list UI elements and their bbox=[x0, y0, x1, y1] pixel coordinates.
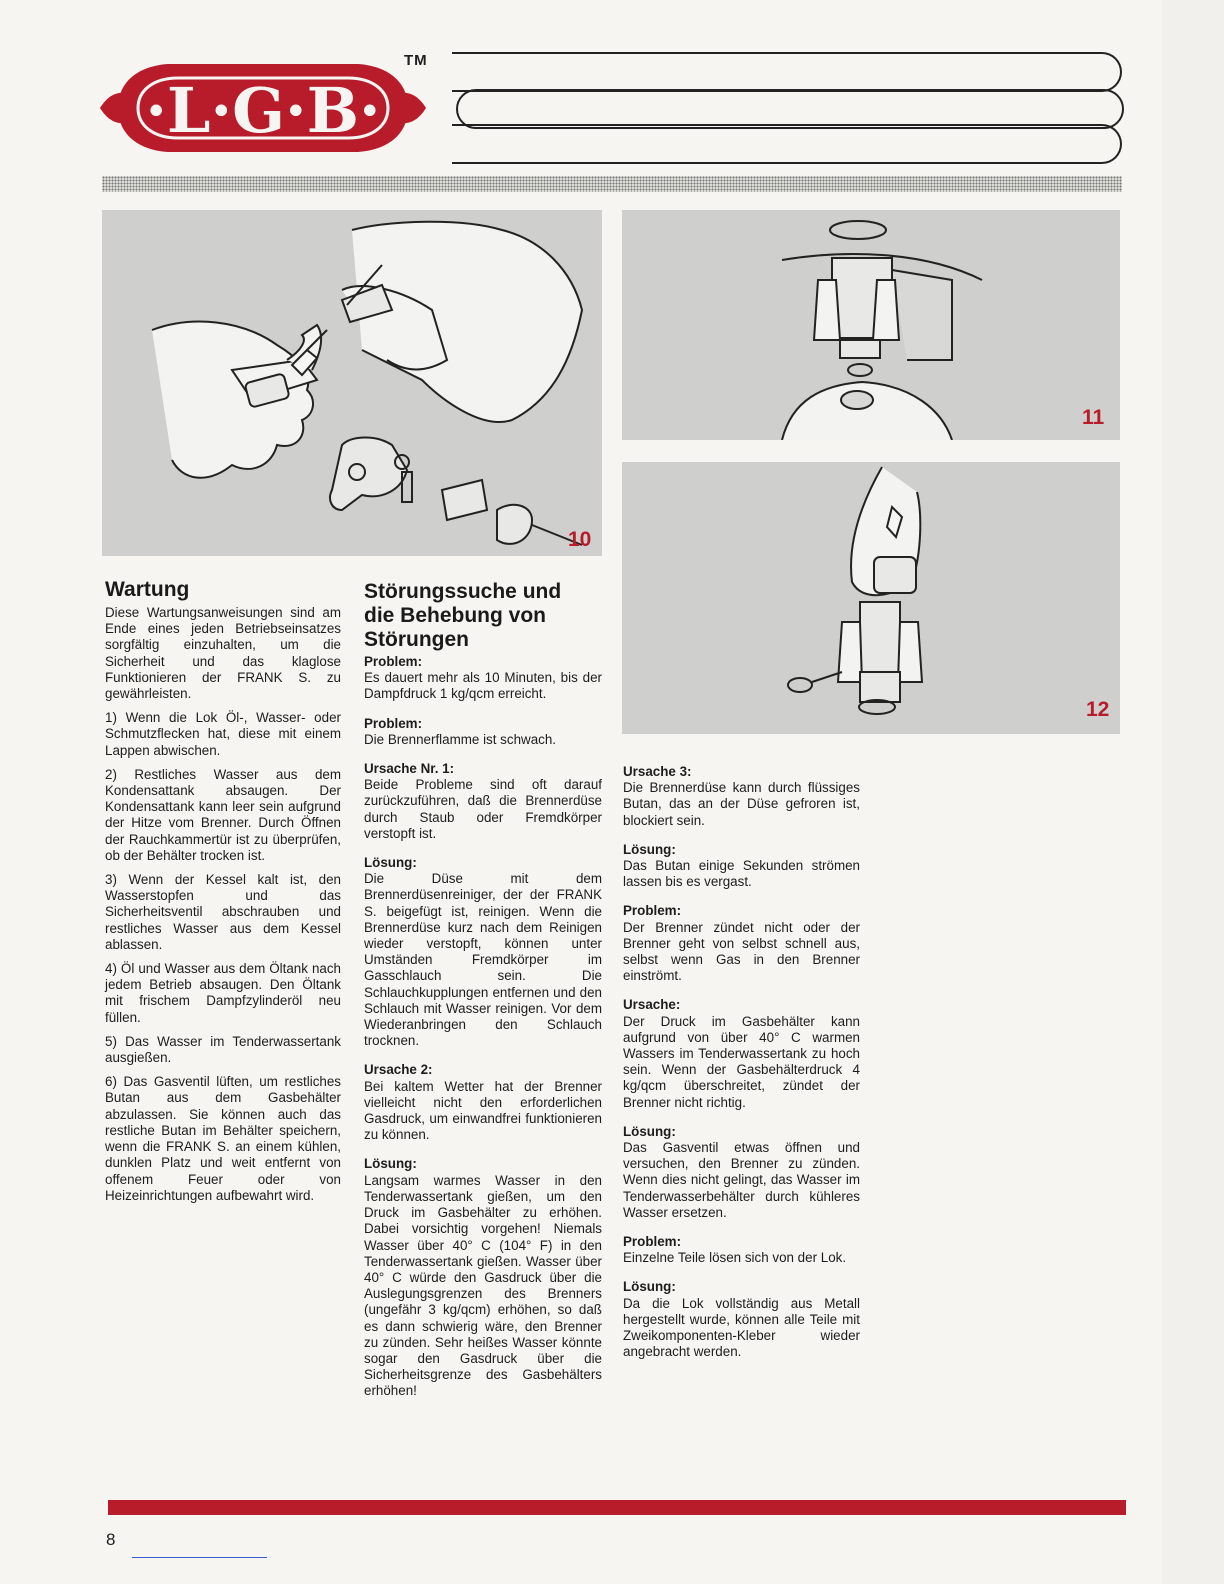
block-text: Einzelne Teile lösen sich von der Lok. bbox=[623, 1250, 847, 1266]
stoerung-block-2 bbox=[364, 716, 602, 748]
block-label: Lösung: bbox=[623, 1279, 676, 1295]
stoerung-heading-line-1: Störungssuche und bbox=[364, 580, 562, 603]
stoerung-block-6 bbox=[364, 1156, 602, 1399]
lgb-logo bbox=[98, 52, 428, 164]
block-text: Bei kaltem Wetter hat der Brenner vielleicht nicht den erforderlichen Gasdruck, um einwandfrei funktionieren zu können. bbox=[364, 1078, 602, 1143]
block-label: Problem: bbox=[364, 715, 423, 731]
wartung-item-5: 5) Das Wasser im Tenderwassertank ausgießen. bbox=[105, 1033, 341, 1066]
block-label: Problem: bbox=[623, 1234, 682, 1250]
block-text: Das Gasventil etwas öffnen und versuchen, den Brenner zu zünden. Wenn dies nicht gelingt, das Wasser im Tenderwasserbehälter durch kühleres Wasser ersetzen. bbox=[623, 1140, 860, 1220]
block-text: Die Düse mit dem Brennerdüsenreiniger, der der FRANK S. beigefügt ist, reinigen. Wenn die Brennerdüse kurz nach dem Reinigen wieder verstopft, können unter Umständen Fremdkörper im Gasschlauch sein. Die Schlauchkupplungen entfernen und den Schlauch mit Wasser reinigen. Vor dem Wiederanbringen den Schlauch trocknen. bbox=[364, 871, 602, 1049]
col3-block-4 bbox=[623, 997, 860, 1110]
block-label: Problem: bbox=[623, 903, 682, 919]
footer-underline bbox=[132, 1557, 267, 1558]
stoerung-section bbox=[364, 580, 602, 1413]
block-label: Lösung: bbox=[364, 1156, 417, 1172]
wartung-item-6: 6) Das Gasventil lüften, um restliches Butan aus dem Gasbehälter abzulassen. Sie können auch das restliche Butan im Behälter speichern, wenn die FRANK S. an einem kühlen, dunklen Platz und weit entfernt von offenem Feuer oder von Heizeinrichtungen aufbewahrt wird. bbox=[105, 1074, 341, 1203]
block-text: Die Brennerflamme ist schwach. bbox=[364, 731, 557, 747]
block-label: Ursache 3: bbox=[623, 764, 692, 779]
figure-12-label: 12 bbox=[1086, 698, 1110, 721]
wartung-item-3: 3) Wenn der Kessel kalt ist, den Wasserstopfen und das Sicherheitsventil abschrauben und restliches Wasser aus dem Kessel ablassen. bbox=[105, 872, 341, 952]
block-label: Lösung: bbox=[364, 855, 417, 871]
trademark-mark: TM bbox=[404, 52, 428, 69]
figure-11-burner-assembly bbox=[622, 210, 1120, 440]
block-text: Beide Probleme sind oft darauf zurückzuführen, daß die Brennerdüse durch Staub oder Fremdkörper verstopft ist. bbox=[364, 777, 602, 841]
stoerung-block-3 bbox=[364, 761, 602, 842]
block-text: Die Brennerdüse kann durch flüssiges Butan, das an der Düse gefroren ist, blockiert sein. bbox=[623, 780, 860, 828]
block-text: Das Butan einige Sekunden strömen lassen bis es vergast. bbox=[623, 858, 860, 890]
col3-block-6 bbox=[623, 1234, 860, 1266]
col3-block-5 bbox=[623, 1124, 860, 1221]
stoerung-heading-line-2: die Behebung von bbox=[364, 604, 547, 627]
block-label: Ursache 2: bbox=[364, 1062, 433, 1078]
block-text: Es dauert mehr als 10 Minuten, bis der Dampfdruck 1 kg/qcm erreicht. bbox=[364, 670, 602, 702]
block-text: Langsam warmes Wasser in den Tenderwassertank gießen, um den Druck im Gasbehälter zu erhöhen. Dabei vorsichtig vorgehen! Niemals Wasser über 40° C (104° F) in den Tenderwassertank gießen. Wasser über 40° C würde den Gasdruck über die Auslegungsgrenzen des Brenners (ungefähr 3 kg/qcm) erhöhen, so daß es dann schwierig wäre, den Brenner zu zünden. Sehr heißes Wasser könnte sogar den Gasdruck über die Sicherheitsgrenze des Gasbehälters erhöhen! bbox=[364, 1172, 602, 1399]
wartung-item-2: 2) Restliches Wasser aus dem Kondensattank absaugen. Der Kondensattank kann leer sein aufgrund der Hitze vom Brenner. Durch Öffnen der Rauchkammertür ist zu überprüfen, ob der Behälter trocken ist. bbox=[105, 766, 341, 863]
col3-block-3 bbox=[623, 903, 860, 984]
figure-10-label: 10 bbox=[568, 528, 592, 551]
wartung-intro: Diese Wartungsanweisungen sind am Ende eines jeden Betriebseinsatzes sorgfältig einzuhalten, um die Sicherheit und das klaglose Funktionieren der FRANK S. zu gewährleisten. bbox=[105, 605, 341, 702]
col3-block-7 bbox=[623, 1279, 860, 1360]
wartung-item-1: 1) Wenn die Lok Öl-, Wasser- oder Schmutzflecken hat, diese mit einem Lappen abwischen. bbox=[105, 710, 341, 758]
block-text: Da die Lok vollständig aus Metall hergestellt wurde, können alle Teile mit Zweikomponenten-Kleber wieder angebracht werden. bbox=[623, 1295, 860, 1360]
wartung-item-4: 4) Öl und Wasser aus dem Öltank nach jedem Betrieb absaugen. Den Öltank mit frischem Dampfzylinderöl neu füllen. bbox=[105, 961, 341, 1025]
header-bar-bottom bbox=[452, 124, 1122, 164]
figure-11-label: 11 bbox=[1082, 406, 1105, 429]
figure-10-nozzle-cleaning bbox=[102, 210, 602, 556]
page-number: 8 bbox=[106, 1530, 116, 1549]
stoerung-heading-line-3: Störungen bbox=[364, 628, 469, 651]
stoerung-block-4 bbox=[364, 855, 602, 1049]
stoerung-block-1 bbox=[364, 654, 602, 703]
block-label: Problem: bbox=[364, 654, 423, 669]
block-label: Lösung: bbox=[623, 841, 676, 857]
block-label: Ursache Nr. 1: bbox=[364, 761, 455, 777]
dotted-divider bbox=[102, 176, 1122, 192]
header-bar-middle bbox=[456, 89, 1124, 129]
col3-block-1 bbox=[623, 764, 860, 829]
stoerung-block-5 bbox=[364, 1062, 602, 1143]
block-label: Ursache: bbox=[623, 997, 681, 1013]
figure-12-nozzle-removal bbox=[622, 462, 1120, 734]
header-bar-top bbox=[452, 52, 1122, 92]
troubleshooting-continued bbox=[623, 764, 860, 1374]
wartung-section bbox=[105, 578, 341, 1212]
svg-text:·L·G·B·: ·L·G·B· bbox=[145, 74, 381, 147]
col3-block-2 bbox=[623, 842, 860, 891]
block-label: Lösung: bbox=[623, 1123, 676, 1139]
footer-red-bar bbox=[108, 1500, 1126, 1515]
block-text: Der Brenner zündet nicht oder der Brenner geht von selbst schnell aus, selbst wenn Gas in den Brenner einströmt. bbox=[623, 919, 860, 984]
wartung-heading: Wartung bbox=[105, 578, 190, 601]
block-text: Der Druck im Gasbehälter kann aufgrund von über 40° C warmen Wassers im Tenderwassertank zu hoch sein. Wenn der Gasbehälterdruck 4 kg/qcm überschreitet, zündet der Brenner nicht richtig. bbox=[623, 1013, 860, 1110]
